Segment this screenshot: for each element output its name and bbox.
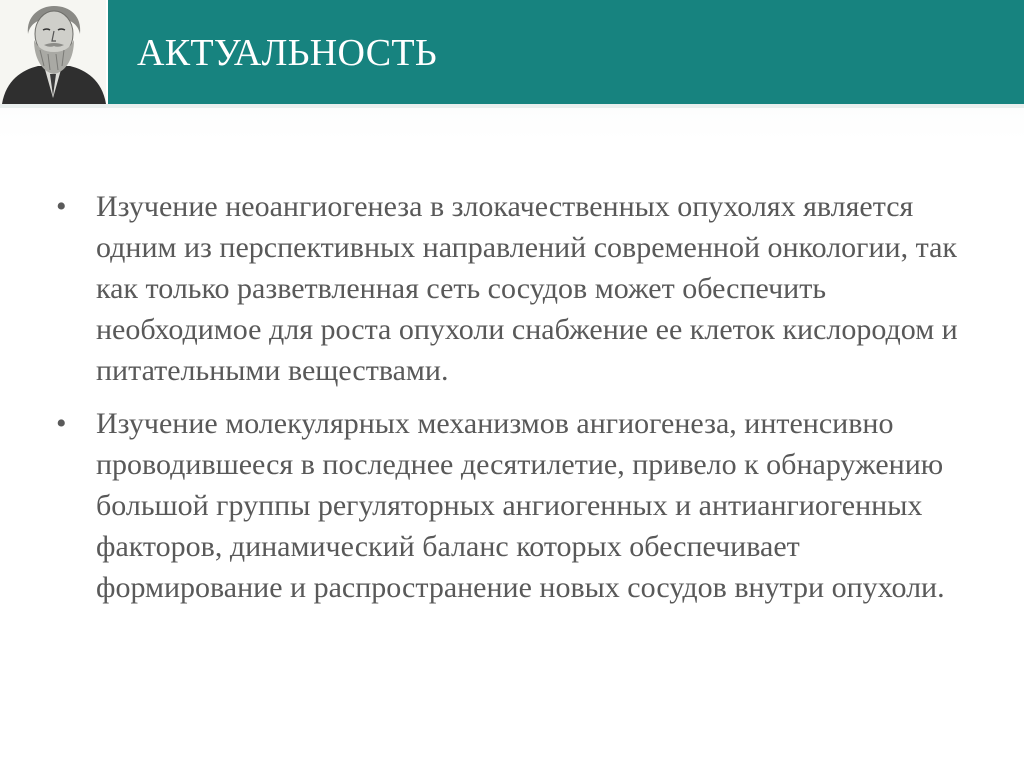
bullet-marker: • <box>56 190 67 223</box>
bullet-text-1: Изучение неоангиогенеза в злокачественных опухолях является одним из перспективных направлений современной онкологии, так как только разветвленная сеть сосудов может обеспечить необходимое для роста опухоли снабжение ее клеток кислородом и питательными веществами. <box>96 190 958 387</box>
bullet-marker: • <box>56 407 67 440</box>
bullet-list <box>56 186 986 620</box>
bullet-item-2 <box>56 403 986 608</box>
portrait-icon <box>0 0 106 104</box>
slide-title: АКТУАЛЬНОСТЬ <box>137 32 438 74</box>
header-divider <box>0 104 1024 108</box>
portrait-image <box>0 0 108 104</box>
bullet-text-2: Изучение молекулярных механизмов ангиогенеза, интенсивно проводившееся в последнее десятилетие, привело к обнаружению большой группы регуляторных ангиогенных и антиангиогенных факторов, динамический баланс которых обеспечивает формирование и распространение новых сосудов внутри опухоли. <box>96 407 945 604</box>
bullet-item-1 <box>56 186 986 391</box>
